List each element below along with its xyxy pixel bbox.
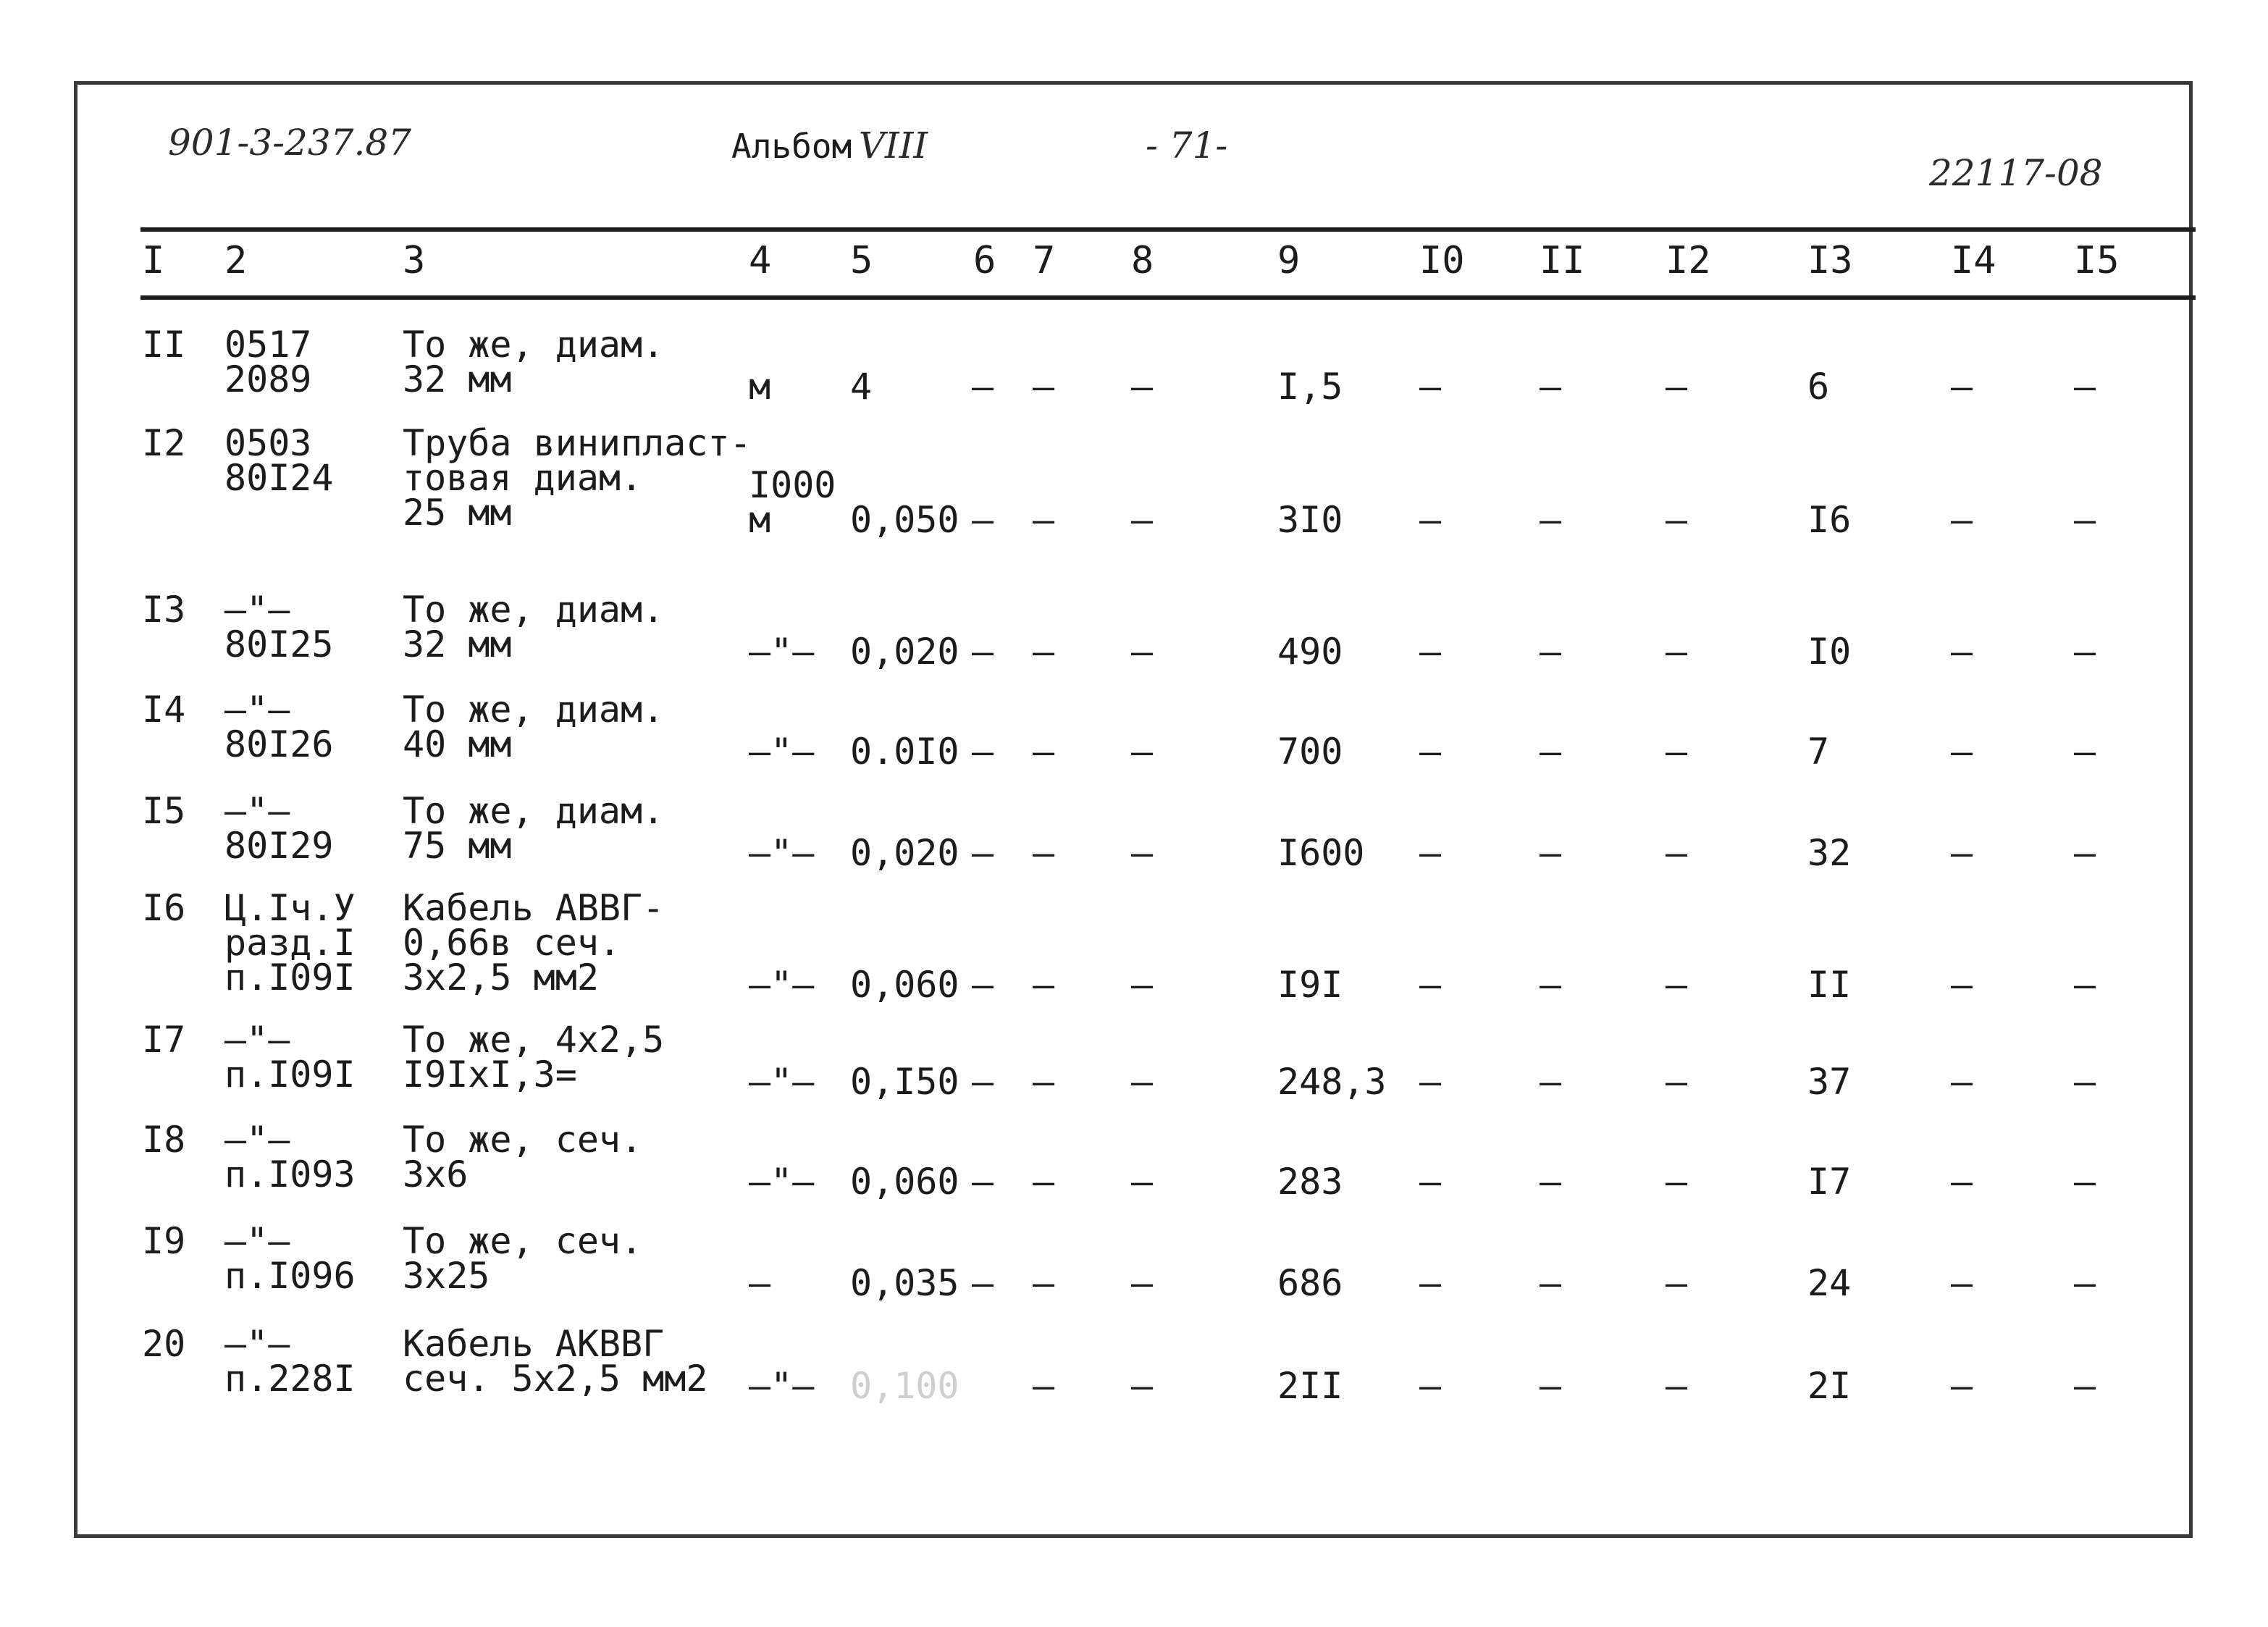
row-col-12: – bbox=[1666, 964, 1688, 1006]
row-col-13: I6 bbox=[1807, 499, 1852, 541]
row-col-13: I7 bbox=[1807, 1161, 1852, 1203]
row-number: I3 bbox=[142, 589, 186, 631]
column-header-12: I2 bbox=[1666, 239, 1711, 282]
row-col-14: – bbox=[1951, 631, 1973, 673]
row-description: 3х6 bbox=[403, 1153, 469, 1195]
row-col-14: – bbox=[1951, 1262, 1973, 1304]
row-description: То же, сеч. bbox=[403, 1220, 643, 1262]
row-col-14: – bbox=[1951, 832, 1973, 874]
row-col-12: – bbox=[1666, 1161, 1688, 1203]
row-col-8: – bbox=[1131, 1262, 1154, 1304]
column-header-8: 8 bbox=[1131, 239, 1154, 282]
row-code: 2089 bbox=[224, 358, 312, 400]
row-col-13: 37 bbox=[1807, 1061, 1852, 1103]
row-number: I6 bbox=[142, 887, 186, 929]
row-col-10: – bbox=[1419, 731, 1442, 773]
row-description: То же, сеч. bbox=[403, 1119, 643, 1161]
row-col-9: I9I bbox=[1277, 964, 1343, 1006]
row-description: Кабель АВВГ- bbox=[403, 887, 665, 929]
row-col-13: 2I bbox=[1807, 1365, 1852, 1407]
row-unit: –"– bbox=[749, 1365, 815, 1407]
row-col-8: – bbox=[1131, 1061, 1154, 1103]
row-col-13: 32 bbox=[1807, 832, 1852, 874]
row-description: 3х2,5 мм2 bbox=[403, 957, 599, 999]
row-description: 32 мм bbox=[403, 623, 512, 665]
row-col-7: – bbox=[1033, 1365, 1055, 1407]
row-description: Труба винипласт- bbox=[403, 422, 752, 464]
row-code: 80I26 bbox=[224, 723, 334, 765]
row-code: 80I25 bbox=[224, 623, 334, 665]
row-unit: м bbox=[749, 366, 771, 408]
row-description: I9IхI,3= bbox=[403, 1054, 577, 1096]
row-col-6: – bbox=[972, 731, 994, 773]
row-col-11: – bbox=[1540, 832, 1562, 874]
album-label bbox=[731, 125, 928, 167]
row-col-11: – bbox=[1540, 1161, 1562, 1203]
row-number: 20 bbox=[142, 1323, 186, 1365]
row-col-7: – bbox=[1033, 1262, 1055, 1304]
row-col-9: I,5 bbox=[1277, 366, 1343, 408]
row-number: I7 bbox=[142, 1019, 186, 1061]
row-col-15: – bbox=[2074, 499, 2096, 541]
row-col-14: – bbox=[1951, 1161, 1973, 1203]
row-col-10: – bbox=[1419, 1262, 1442, 1304]
row-col-15: – bbox=[2074, 1365, 2096, 1407]
row-unit: –"– bbox=[749, 964, 815, 1006]
row-description: То же, диам. bbox=[403, 689, 665, 731]
row-col-11: – bbox=[1540, 1061, 1562, 1103]
row-code: –"– bbox=[224, 1119, 290, 1161]
row-col-13: 6 bbox=[1807, 366, 1830, 408]
row-col-6: – bbox=[972, 499, 994, 541]
row-col-8: – bbox=[1131, 832, 1154, 874]
row-unit: – bbox=[749, 1262, 771, 1304]
row-col-5: 0,060 bbox=[850, 964, 959, 1006]
row-col-15: – bbox=[2074, 1262, 2096, 1304]
row-col-7: – bbox=[1033, 731, 1055, 773]
column-header-15: I5 bbox=[2074, 239, 2120, 282]
row-code: –"– bbox=[224, 790, 290, 832]
row-col-8: – bbox=[1131, 1161, 1154, 1203]
row-col-12: – bbox=[1666, 1061, 1688, 1103]
row-description: То же, 4х2,5 bbox=[403, 1019, 665, 1061]
row-col-15: – bbox=[2074, 832, 2096, 874]
row-col-8: – bbox=[1131, 631, 1154, 673]
row-col-9: I600 bbox=[1277, 832, 1365, 874]
row-col-13: 7 bbox=[1807, 731, 1830, 773]
row-code: 0517 bbox=[224, 324, 312, 366]
row-code: п.I09I bbox=[224, 1054, 356, 1096]
row-col-9: 2II bbox=[1277, 1365, 1343, 1407]
row-col-11: – bbox=[1540, 964, 1562, 1006]
row-description: 40 мм bbox=[403, 723, 512, 765]
row-code: п.228I bbox=[224, 1358, 356, 1400]
row-col-9: 3I0 bbox=[1277, 499, 1343, 541]
row-col-14: – bbox=[1951, 366, 1973, 408]
row-col-6: – bbox=[972, 631, 994, 673]
row-number: I4 bbox=[142, 689, 186, 731]
row-col-9: 248,3 bbox=[1277, 1061, 1387, 1103]
row-description: То же, диам. bbox=[403, 589, 665, 631]
album-word: Альбом bbox=[731, 127, 852, 166]
row-col-10: – bbox=[1419, 1161, 1442, 1203]
row-col-6: – bbox=[972, 832, 994, 874]
row-col-15: – bbox=[2074, 1161, 2096, 1203]
row-col-12: – bbox=[1666, 366, 1688, 408]
row-description: 0,66в сеч. bbox=[403, 922, 621, 964]
column-header-9: 9 bbox=[1277, 239, 1301, 282]
header-bottom-rule bbox=[140, 295, 2196, 300]
row-col-8: – bbox=[1131, 1365, 1154, 1407]
album-number: VIII bbox=[858, 125, 928, 167]
row-col-10: – bbox=[1419, 499, 1442, 541]
row-col-8: – bbox=[1131, 499, 1154, 541]
row-col-5: 0,060 bbox=[850, 1161, 959, 1203]
row-code: –"– bbox=[224, 1019, 290, 1061]
document-code: 901-3-237.87 bbox=[168, 122, 411, 164]
row-col-6: – bbox=[972, 366, 994, 408]
row-col-5: 4 bbox=[850, 366, 873, 408]
row-col-7: – bbox=[1033, 832, 1055, 874]
row-col-13: II bbox=[1807, 964, 1852, 1006]
row-col-15: – bbox=[2074, 1061, 2096, 1103]
row-col-11: – bbox=[1540, 1365, 1562, 1407]
row-code: –"– bbox=[224, 589, 290, 631]
row-col-12: – bbox=[1666, 1365, 1688, 1407]
row-col-7: – bbox=[1033, 1061, 1055, 1103]
column-header-10: I0 bbox=[1419, 239, 1465, 282]
row-description: 25 мм bbox=[403, 492, 512, 534]
row-description: сеч. 5х2,5 мм2 bbox=[403, 1358, 708, 1400]
row-col-10: – bbox=[1419, 1365, 1442, 1407]
row-col-11: – bbox=[1540, 731, 1562, 773]
row-col-12: – bbox=[1666, 1262, 1688, 1304]
row-col-6: – bbox=[972, 1161, 994, 1203]
row-number: I2 bbox=[142, 422, 186, 464]
row-unit: –"– bbox=[749, 631, 815, 673]
row-col-9: 700 bbox=[1277, 731, 1343, 773]
row-col-5: 0,035 bbox=[850, 1262, 959, 1304]
row-number: I8 bbox=[142, 1119, 186, 1161]
row-unit: –"– bbox=[749, 1161, 815, 1203]
row-col-15: – bbox=[2074, 366, 2096, 408]
row-col-8: – bbox=[1131, 731, 1154, 773]
row-col-6: – bbox=[972, 964, 994, 1006]
row-col-10: – bbox=[1419, 366, 1442, 408]
row-col-14: – bbox=[1951, 499, 1973, 541]
row-col-5: 0,I50 bbox=[850, 1061, 959, 1103]
row-code: разд.I bbox=[224, 922, 356, 964]
row-code: 80I24 bbox=[224, 457, 334, 499]
row-unit: –"– bbox=[749, 1061, 815, 1103]
row-code: п.I09I bbox=[224, 957, 356, 999]
row-number: I5 bbox=[142, 790, 186, 832]
row-code: Ц.Iч.У bbox=[224, 887, 356, 929]
row-description: То же, диам. bbox=[403, 324, 665, 366]
row-description: То же, диам. bbox=[403, 790, 665, 832]
row-col-6: – bbox=[972, 1262, 994, 1304]
row-col-8: – bbox=[1131, 366, 1154, 408]
row-col-13: 24 bbox=[1807, 1262, 1852, 1304]
row-col-9: 686 bbox=[1277, 1262, 1343, 1304]
row-col-10: – bbox=[1419, 964, 1442, 1006]
row-code: –"– bbox=[224, 1323, 290, 1365]
sheet-number: 22117-08 bbox=[1929, 152, 2103, 194]
row-col-11: – bbox=[1540, 631, 1562, 673]
row-col-9: 283 bbox=[1277, 1161, 1343, 1203]
row-col-6: – bbox=[972, 1061, 994, 1103]
row-code: 0503 bbox=[224, 422, 312, 464]
row-col-5: 0,100 bbox=[850, 1365, 959, 1407]
row-col-15: – bbox=[2074, 731, 2096, 773]
row-col-15: – bbox=[2074, 964, 2096, 1006]
row-col-10: – bbox=[1419, 832, 1442, 874]
row-col-15: – bbox=[2074, 631, 2096, 673]
row-col-14: – bbox=[1951, 1061, 1973, 1103]
row-col-10: – bbox=[1419, 631, 1442, 673]
row-col-8: – bbox=[1131, 964, 1154, 1006]
row-col-7: – bbox=[1033, 499, 1055, 541]
column-header-13: I3 bbox=[1807, 239, 1853, 282]
row-col-12: – bbox=[1666, 499, 1688, 541]
row-description: товая диам. bbox=[403, 457, 643, 499]
row-description: 3х25 bbox=[403, 1255, 490, 1297]
row-col-9: 490 bbox=[1277, 631, 1343, 673]
row-col-7: – bbox=[1033, 366, 1055, 408]
row-col-14: – bbox=[1951, 964, 1973, 1006]
row-col-7: – bbox=[1033, 631, 1055, 673]
column-header-3: 3 bbox=[403, 239, 426, 282]
row-description: Кабель АКВВГ bbox=[403, 1323, 665, 1365]
row-col-11: – bbox=[1540, 499, 1562, 541]
page-number: - 71- bbox=[1146, 125, 1228, 167]
row-col-5: 0,020 bbox=[850, 832, 959, 874]
column-header-5: 5 bbox=[850, 239, 873, 282]
row-number: I9 bbox=[142, 1220, 186, 1262]
row-col-12: – bbox=[1666, 631, 1688, 673]
row-col-5: 0,020 bbox=[850, 631, 959, 673]
row-description: 75 мм bbox=[403, 825, 512, 867]
row-col-14: – bbox=[1951, 731, 1973, 773]
column-header-2: 2 bbox=[224, 239, 248, 282]
row-col-11: – bbox=[1540, 1262, 1562, 1304]
row-col-14: – bbox=[1951, 1365, 1973, 1407]
column-header-14: I4 bbox=[1951, 239, 1996, 282]
row-col-10: – bbox=[1419, 1061, 1442, 1103]
row-description: 32 мм bbox=[403, 358, 512, 400]
row-code: 80I29 bbox=[224, 825, 334, 867]
row-code: –"– bbox=[224, 1220, 290, 1262]
row-col-13: I0 bbox=[1807, 631, 1852, 673]
row-col-7: – bbox=[1033, 964, 1055, 1006]
header-top-rule bbox=[140, 227, 2196, 232]
row-code: –"– bbox=[224, 689, 290, 731]
column-header-7: 7 bbox=[1033, 239, 1056, 282]
row-col-7: – bbox=[1033, 1161, 1055, 1203]
row-col-12: – bbox=[1666, 832, 1688, 874]
row-col-5: 0,050 bbox=[850, 499, 959, 541]
column-header-11: II bbox=[1540, 239, 1585, 282]
row-unit: –"– bbox=[749, 832, 815, 874]
column-header-6: 6 bbox=[973, 239, 996, 282]
row-unit: м bbox=[749, 499, 771, 541]
row-unit: I000 bbox=[749, 464, 836, 506]
column-header-1: I bbox=[142, 239, 165, 282]
row-unit: –"– bbox=[749, 731, 815, 773]
row-number: II bbox=[142, 324, 186, 366]
row-col-5: 0.0I0 bbox=[850, 731, 959, 773]
row-col-11: – bbox=[1540, 366, 1562, 408]
row-code: п.I096 bbox=[224, 1255, 356, 1297]
row-col-12: – bbox=[1666, 731, 1688, 773]
row-code: п.I093 bbox=[224, 1153, 356, 1195]
column-header-4: 4 bbox=[749, 239, 772, 282]
